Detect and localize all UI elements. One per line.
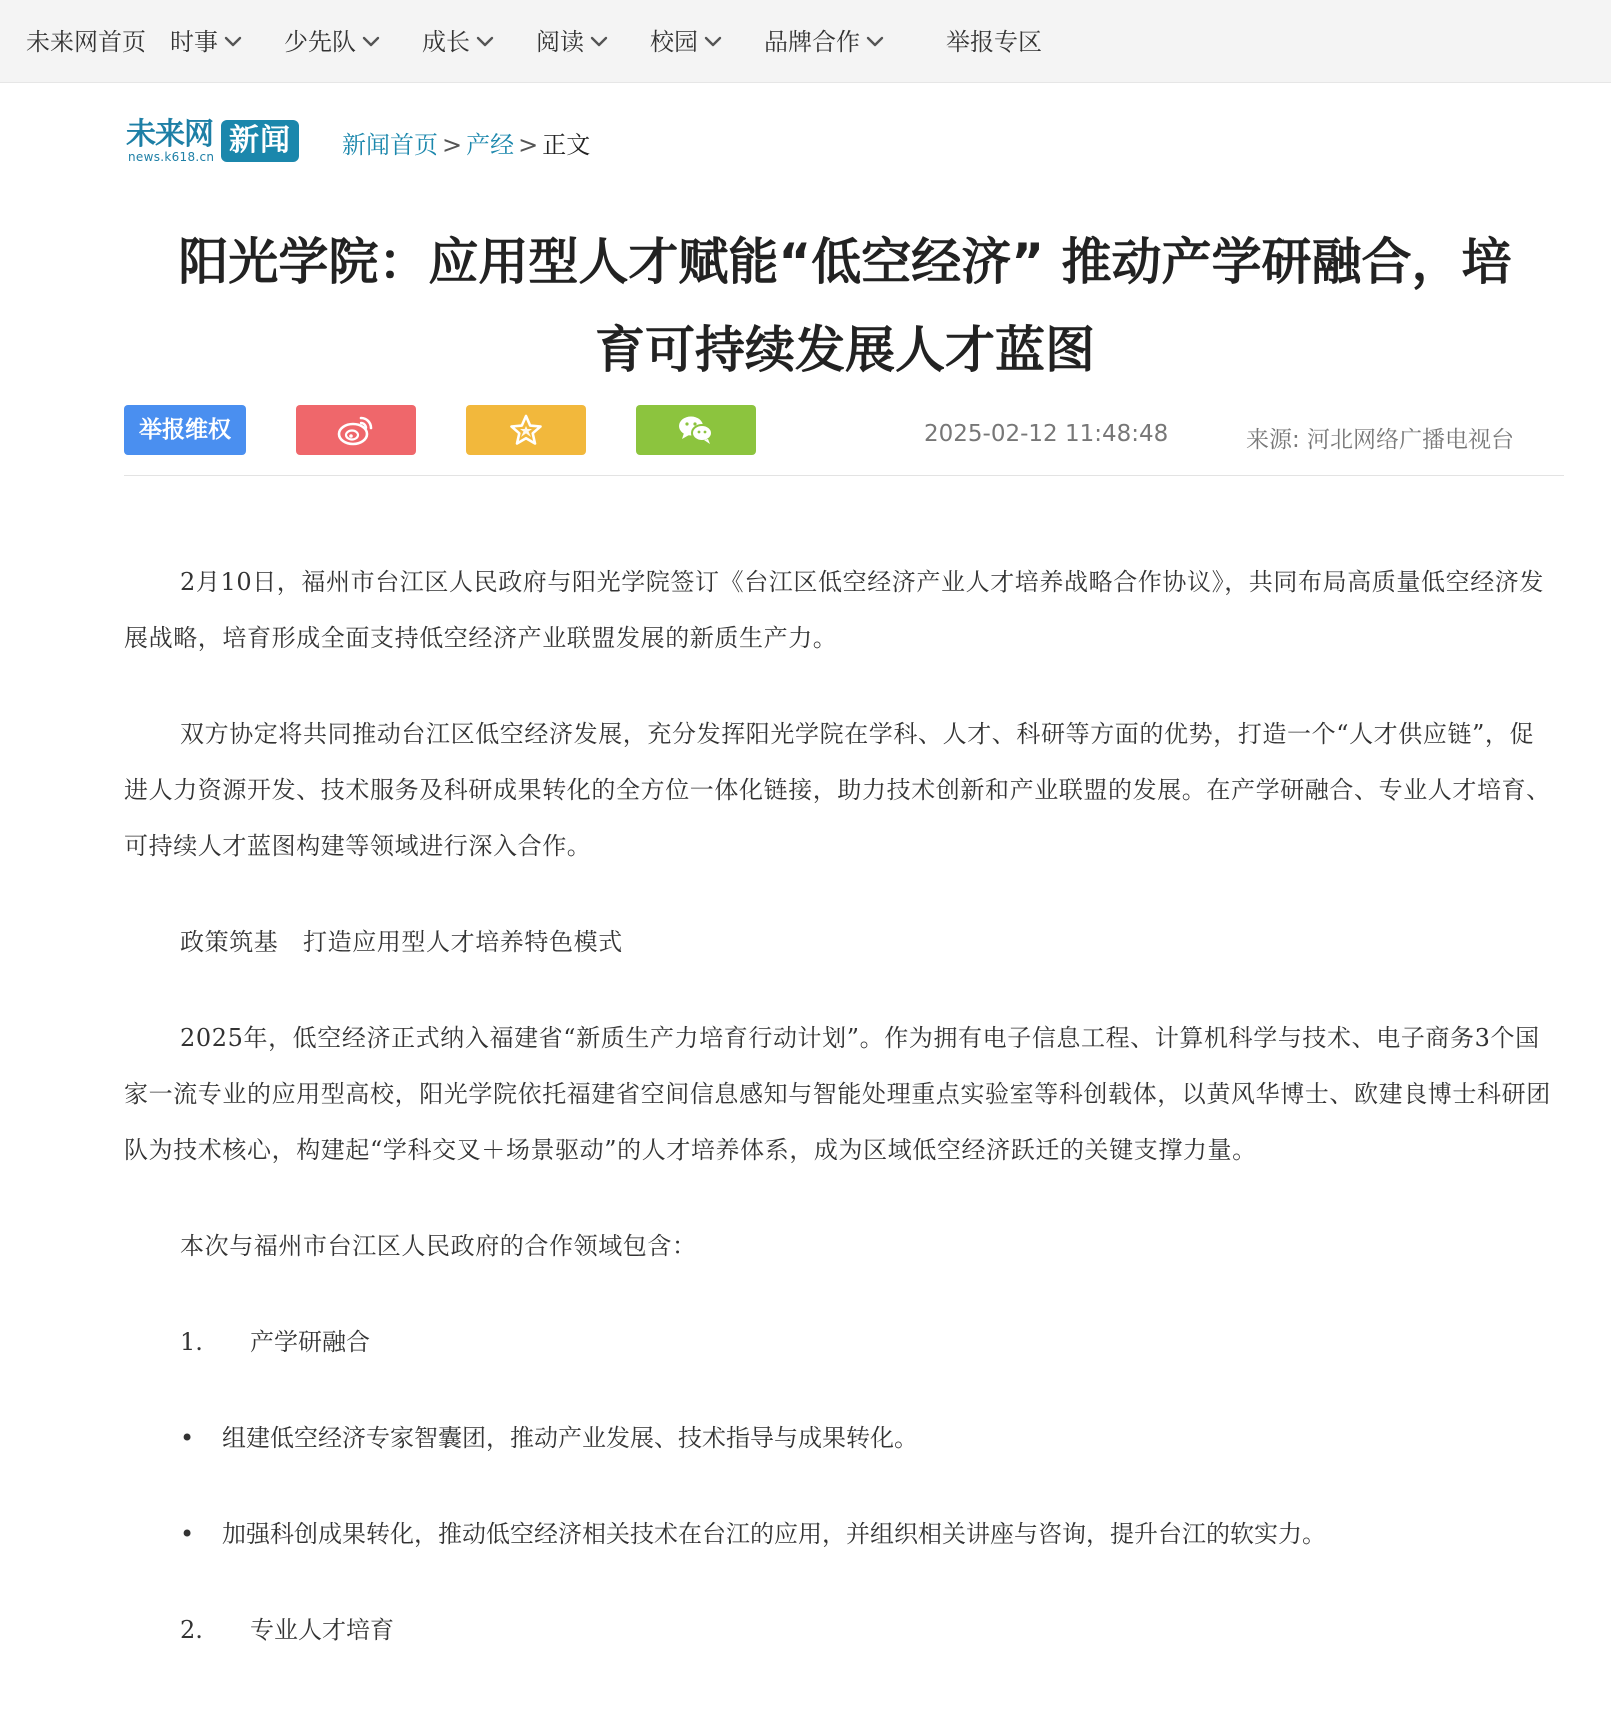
chevron-down-icon xyxy=(474,30,496,52)
article-title-line-1: 阳光学院：应用型人才赋能“低空经济” 推动产学研融合，培 xyxy=(178,233,1512,291)
share-weibo-button[interactable] xyxy=(296,405,416,455)
nav-item-label: 阅读 xyxy=(536,28,584,56)
numbered-list-item xyxy=(124,1314,1556,1370)
wechat-icon xyxy=(677,414,715,446)
nav-home-link[interactable] xyxy=(26,0,146,82)
top-nav xyxy=(0,0,1611,83)
chevron-down-icon xyxy=(702,30,724,52)
breadcrumb-separator: > xyxy=(518,131,539,159)
nav-item-yuedu[interactable] xyxy=(536,0,610,82)
nav-report-label: 举报专区 xyxy=(946,28,1042,56)
nav-item-label: 少先队 xyxy=(284,28,356,56)
article-paragraph: 本次与福州市台江区人民政府的合作领域包含： xyxy=(180,1232,697,1260)
chevron-down-icon xyxy=(222,30,244,52)
article-title xyxy=(120,218,1570,394)
site-logo[interactable] xyxy=(126,118,302,168)
bullet-list-item xyxy=(124,1506,1556,1562)
nav-item-label: 成长 xyxy=(422,28,470,56)
chevron-down-icon xyxy=(588,30,610,52)
breadcrumb-separator: > xyxy=(442,131,463,159)
nav-report-link[interactable] xyxy=(946,0,1042,82)
nav-item-label: 时事 xyxy=(170,28,218,56)
article-paragraph: 双方协定将共同推动台江区低空经济发展，充分发挥阳光学院在学科、人才、科研等方面的优势，打造一个“人才供应链”，促进人力资源开发、技术服务及科研成果转化的全方位一体化链接，助力技术创新和产业联盟的发展。在产学研融合、专业人才培育、可持续人才蓝图构建等领域进行深入合作。 xyxy=(124,720,1551,860)
nav-home-label: 未来网首页 xyxy=(26,28,146,56)
logo-news-badge: 新闻 xyxy=(221,120,299,162)
nav-item-label: 品牌合作 xyxy=(764,28,860,56)
favorite-button[interactable] xyxy=(466,405,586,455)
bullet-text: 加强科创成果转化，推动低空经济相关技术在台江的应用，并组织相关讲座与咨询，提升台江的软实力。 xyxy=(222,1520,1326,1548)
bullet-text: 组建低空经济专家智囊团，推动产业发展、技术指导与成果转化。 xyxy=(222,1424,918,1452)
bullet-dot: • xyxy=(180,1520,195,1548)
report-rights-button[interactable]: 举报维权 xyxy=(124,405,246,455)
article-title-line-2: 育可持续发展人才蓝图 xyxy=(595,321,1095,379)
chevron-down-icon xyxy=(360,30,382,52)
nav-item-label: 校园 xyxy=(650,28,698,56)
logo-main-text: 未来网 xyxy=(126,118,213,151)
article-subheading: 政策筑基 打造应用型人才培养特色模式 xyxy=(180,928,623,956)
nav-item-chengzhang[interactable] xyxy=(422,0,496,82)
breadcrumb-section-link[interactable]: 产经 xyxy=(466,131,515,159)
article-paragraph: 2月10日，福州市台江区人民政府与阳光学院签订《台江区低空经济产业人才培养战略合作协议》，共同布局高质量低空经济发展战略，培育形成全面支持低空经济产业联盟发展的新质生产力。 xyxy=(124,568,1545,652)
article-body xyxy=(124,554,1556,1698)
bullet-list-item xyxy=(124,1410,1556,1466)
nav-item-pinpai[interactable] xyxy=(764,0,886,82)
breadcrumb-current: 正文 xyxy=(542,131,591,159)
article-source: 来源: 河北网络广播电视台 xyxy=(1246,427,1515,453)
numbered-list-item xyxy=(124,1602,1556,1658)
bullet-dot: • xyxy=(180,1424,195,1452)
article-meta-bar xyxy=(124,405,1564,476)
breadcrumb xyxy=(342,128,590,162)
breadcrumb-home-link[interactable]: 新闻首页 xyxy=(342,131,438,159)
weibo-icon xyxy=(337,414,375,446)
logo-domain-text: news.k618.cn xyxy=(128,150,215,164)
publish-timestamp: 2025-02-12 11:48:48 xyxy=(924,421,1169,447)
list-number: 2. xyxy=(180,1616,203,1644)
share-wechat-button[interactable] xyxy=(636,405,756,455)
star-icon xyxy=(509,414,543,446)
nav-item-shishi[interactable] xyxy=(170,0,244,82)
list-number: 1. xyxy=(180,1328,203,1356)
list-item-label: 专业人才培育 xyxy=(250,1616,394,1644)
article-paragraph: 2025年，低空经济正式纳入福建省“新质生产力培育行动计划”。作为拥有电子信息工程、计算机科学与技术、电子商务3个国家一流专业的应用型高校，阳光学院依托福建省空间信息感知与智能处理重点实验室等科创载体，以黄风华博士、欧建良博士科研团队为技术核心，构建起“学科交叉＋场景驱动”的人才培养体系，成为区域低空经济跃迁的关键支撑力量。 xyxy=(124,1024,1551,1164)
chevron-down-icon xyxy=(864,30,886,52)
list-item-label: 产学研融合 xyxy=(250,1328,370,1356)
nav-item-xiaoyuan[interactable] xyxy=(650,0,724,82)
nav-item-shaoxiandui[interactable] xyxy=(284,0,382,82)
